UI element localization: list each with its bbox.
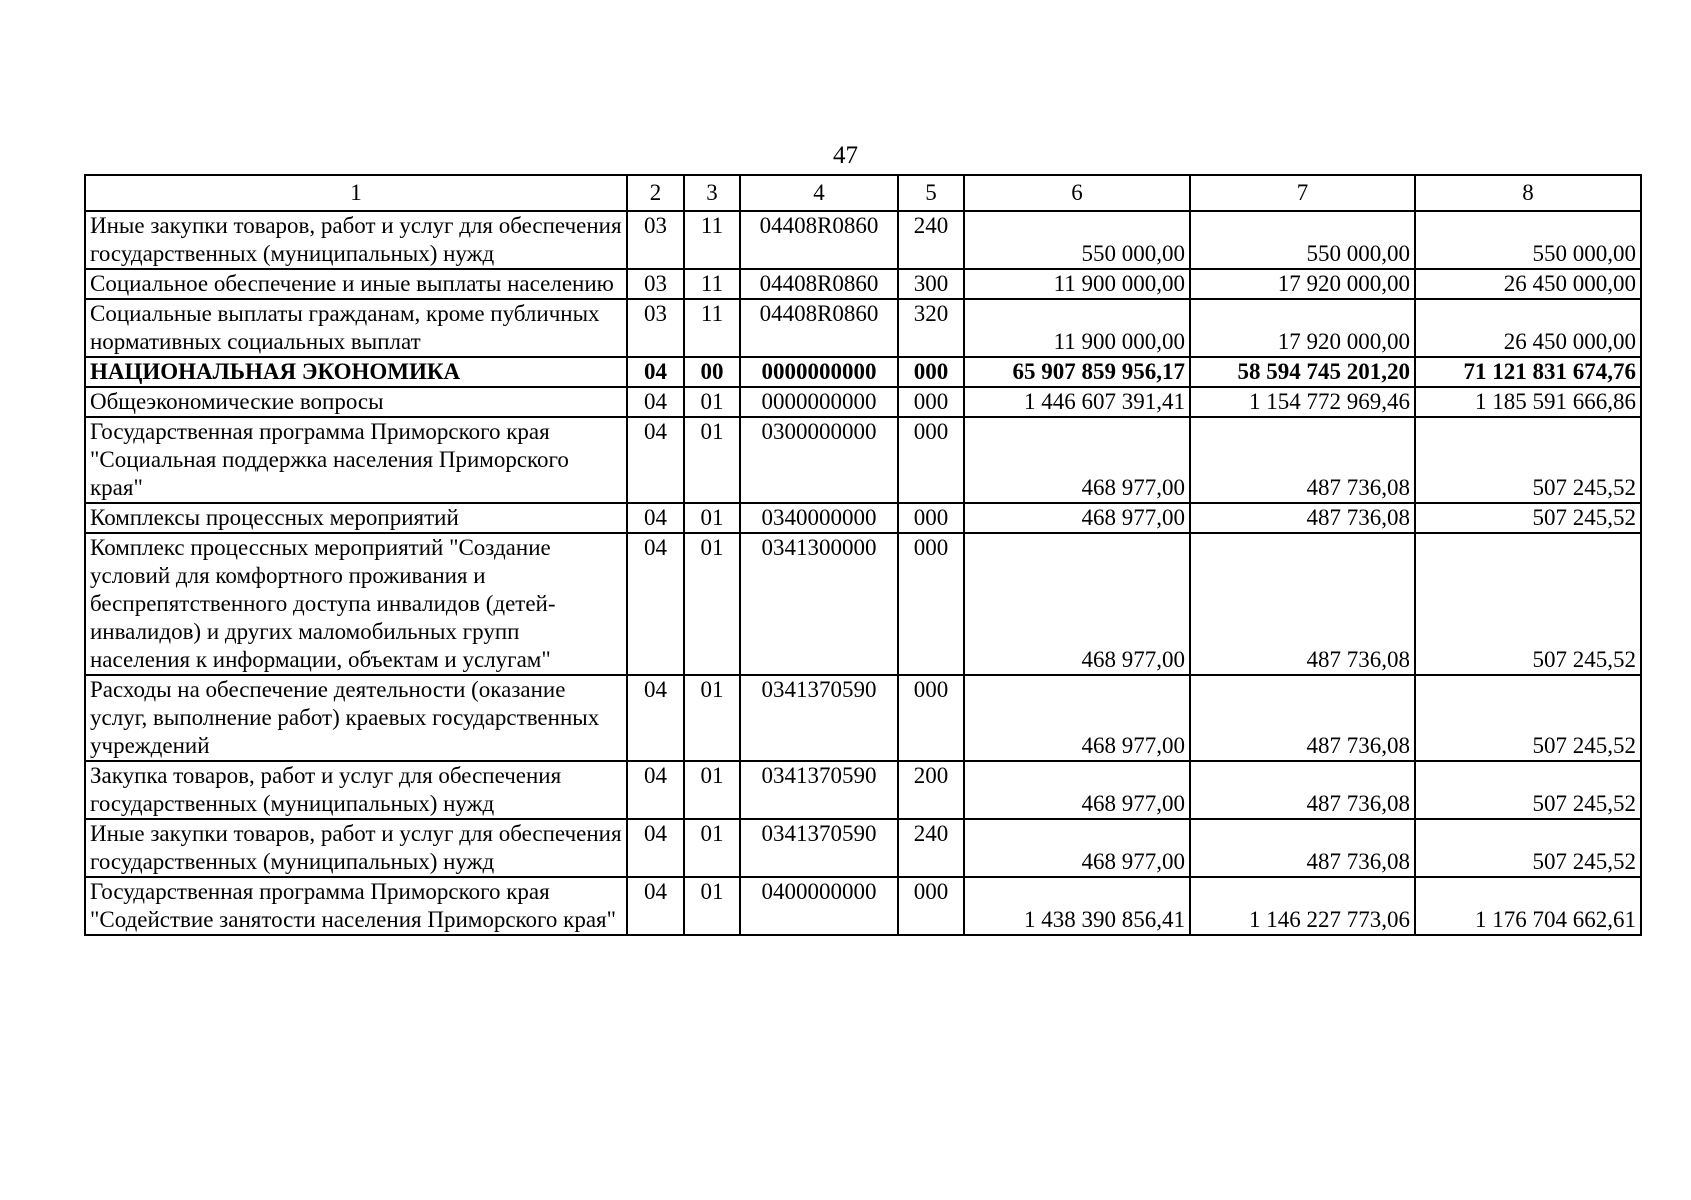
row-amount-col6: 468 977,00 [964, 675, 1190, 761]
row-amount-col8: 26 450 000,00 [1415, 269, 1641, 299]
row-subsection: 01 [684, 761, 740, 819]
row-expense-type: 000 [898, 675, 964, 761]
row-amount-col6: 65 907 859 956,17 [964, 357, 1190, 387]
row-expense-type: 000 [898, 387, 964, 417]
row-subsection: 01 [684, 819, 740, 877]
row-expense-type: 000 [898, 533, 964, 675]
row-amount-col8: 550 000,00 [1415, 211, 1641, 269]
row-amount-col6: 1 446 607 391,41 [964, 387, 1190, 417]
row-amount-col7: 487 736,08 [1190, 675, 1415, 761]
table-row [85, 503, 1641, 533]
table-row [85, 761, 1641, 819]
row-section: 04 [627, 357, 684, 387]
row-expense-type: 000 [898, 503, 964, 533]
row-amount-col7: 17 920 000,00 [1190, 269, 1415, 299]
header-col-6: 6 [964, 175, 1190, 211]
header-col-7: 7 [1190, 175, 1415, 211]
row-target-code: 04408R0860 [740, 269, 898, 299]
row-target-code: 0340000000 [740, 503, 898, 533]
row-name: Общеэкономические вопросы [85, 387, 627, 417]
row-section: 04 [627, 675, 684, 761]
row-amount-col6: 1 438 390 856,41 [964, 877, 1190, 935]
row-expense-type: 320 [898, 299, 964, 357]
row-subsection: 00 [684, 357, 740, 387]
row-amount-col8: 26 450 000,00 [1415, 299, 1641, 357]
row-amount-col8: 507 245,52 [1415, 675, 1641, 761]
row-amount-col8: 1 176 704 662,61 [1415, 877, 1641, 935]
row-amount-col7: 17 920 000,00 [1190, 299, 1415, 357]
row-amount-col7: 487 736,08 [1190, 819, 1415, 877]
row-expense-type: 200 [898, 761, 964, 819]
table-row [85, 877, 1641, 935]
row-name: Социальное обеспечение и иные выплаты населению [85, 269, 627, 299]
row-amount-col7: 487 736,08 [1190, 417, 1415, 503]
row-section: 03 [627, 211, 684, 269]
row-name: НАЦИОНАЛЬНАЯ ЭКОНОМИКА [85, 357, 627, 387]
header-col-3: 3 [684, 175, 740, 211]
header-col-1: 1 [85, 175, 627, 211]
row-subsection: 11 [684, 211, 740, 269]
row-expense-type: 300 [898, 269, 964, 299]
table-row [85, 387, 1641, 417]
row-amount-col6: 11 900 000,00 [964, 269, 1190, 299]
row-section: 03 [627, 269, 684, 299]
row-name: Расходы на обеспечение деятельности (оказание услуг, выполнение работ) краевых государственных учреждений [85, 675, 627, 761]
row-amount-col8: 71 121 831 674,76 [1415, 357, 1641, 387]
row-amount-col7: 487 736,08 [1190, 761, 1415, 819]
row-section: 04 [627, 877, 684, 935]
row-subsection: 01 [684, 417, 740, 503]
row-amount-col8: 507 245,52 [1415, 761, 1641, 819]
row-amount-col7: 1 146 227 773,06 [1190, 877, 1415, 935]
row-amount-col6: 468 977,00 [964, 533, 1190, 675]
row-subsection: 01 [684, 387, 740, 417]
row-name: Иные закупки товаров, работ и услуг для обеспечения государственных (муниципальных) нужд [85, 819, 627, 877]
row-name: Государственная программа Приморского края "Содействие занятости населения Приморского края" [85, 877, 627, 935]
row-amount-col6: 468 977,00 [964, 503, 1190, 533]
row-expense-type: 000 [898, 357, 964, 387]
table-row [85, 533, 1641, 675]
row-amount-col6: 11 900 000,00 [964, 299, 1190, 357]
row-amount-col8: 507 245,52 [1415, 533, 1641, 675]
row-name: Закупка товаров, работ и услуг для обеспечения государственных (муниципальных) нужд [85, 761, 627, 819]
row-expense-type: 240 [898, 211, 964, 269]
header-col-8: 8 [1415, 175, 1641, 211]
row-amount-col7: 487 736,08 [1190, 533, 1415, 675]
row-name: Комплексы процессных мероприятий [85, 503, 627, 533]
table-row [85, 357, 1641, 387]
budget-table [84, 174, 1642, 936]
row-amount-col6: 468 977,00 [964, 761, 1190, 819]
row-name: Социальные выплаты гражданам, кроме публичных нормативных социальных выплат [85, 299, 627, 357]
row-name: Комплекс процессных мероприятий "Создание условий для комфортного проживания и беспрепятственного доступа инвалидов (детей-инвалидов) и других маломобильных групп населения к информации, объектам и услугам" [85, 533, 627, 675]
row-target-code: 0341370590 [740, 675, 898, 761]
row-section: 04 [627, 417, 684, 503]
row-amount-col7: 487 736,08 [1190, 503, 1415, 533]
row-expense-type: 000 [898, 417, 964, 503]
table-row [85, 675, 1641, 761]
header-col-4: 4 [740, 175, 898, 211]
row-section: 04 [627, 387, 684, 417]
row-expense-type: 000 [898, 877, 964, 935]
row-target-code: 04408R0860 [740, 211, 898, 269]
row-amount-col7: 550 000,00 [1190, 211, 1415, 269]
row-amount-col8: 507 245,52 [1415, 503, 1641, 533]
header-row [85, 175, 1641, 211]
row-amount-col8: 1 185 591 666,86 [1415, 387, 1641, 417]
row-target-code: 04408R0860 [740, 299, 898, 357]
row-amount-col7: 1 154 772 969,46 [1190, 387, 1415, 417]
row-section: 04 [627, 761, 684, 819]
page-number: 47 [833, 142, 858, 169]
table-row [85, 417, 1641, 503]
row-subsection: 01 [684, 533, 740, 675]
row-amount-col7: 58 594 745 201,20 [1190, 357, 1415, 387]
row-subsection: 11 [684, 269, 740, 299]
row-amount-col6: 468 977,00 [964, 819, 1190, 877]
row-section: 04 [627, 503, 684, 533]
table-row [85, 269, 1641, 299]
row-target-code: 0341300000 [740, 533, 898, 675]
table-row [85, 211, 1641, 269]
row-target-code: 0400000000 [740, 877, 898, 935]
row-subsection: 01 [684, 877, 740, 935]
row-target-code: 0300000000 [740, 417, 898, 503]
row-name: Государственная программа Приморского края "Социальная поддержка населения Приморского края" [85, 417, 627, 503]
header-col-5: 5 [898, 175, 964, 211]
row-name: Иные закупки товаров, работ и услуг для обеспечения государственных (муниципальных) нужд [85, 211, 627, 269]
table-row [85, 299, 1641, 357]
header-col-2: 2 [627, 175, 684, 211]
row-target-code: 0000000000 [740, 357, 898, 387]
row-section: 04 [627, 533, 684, 675]
row-amount-col6: 468 977,00 [964, 417, 1190, 503]
row-target-code: 0341370590 [740, 819, 898, 877]
row-target-code: 0341370590 [740, 761, 898, 819]
row-subsection: 01 [684, 675, 740, 761]
table-body [85, 211, 1641, 935]
row-amount-col8: 507 245,52 [1415, 417, 1641, 503]
row-amount-col6: 550 000,00 [964, 211, 1190, 269]
row-section: 03 [627, 299, 684, 357]
row-amount-col8: 507 245,52 [1415, 819, 1641, 877]
row-expense-type: 240 [898, 819, 964, 877]
row-subsection: 01 [684, 503, 740, 533]
table-row [85, 819, 1641, 877]
row-target-code: 0000000000 [740, 387, 898, 417]
row-section: 04 [627, 819, 684, 877]
row-subsection: 11 [684, 299, 740, 357]
